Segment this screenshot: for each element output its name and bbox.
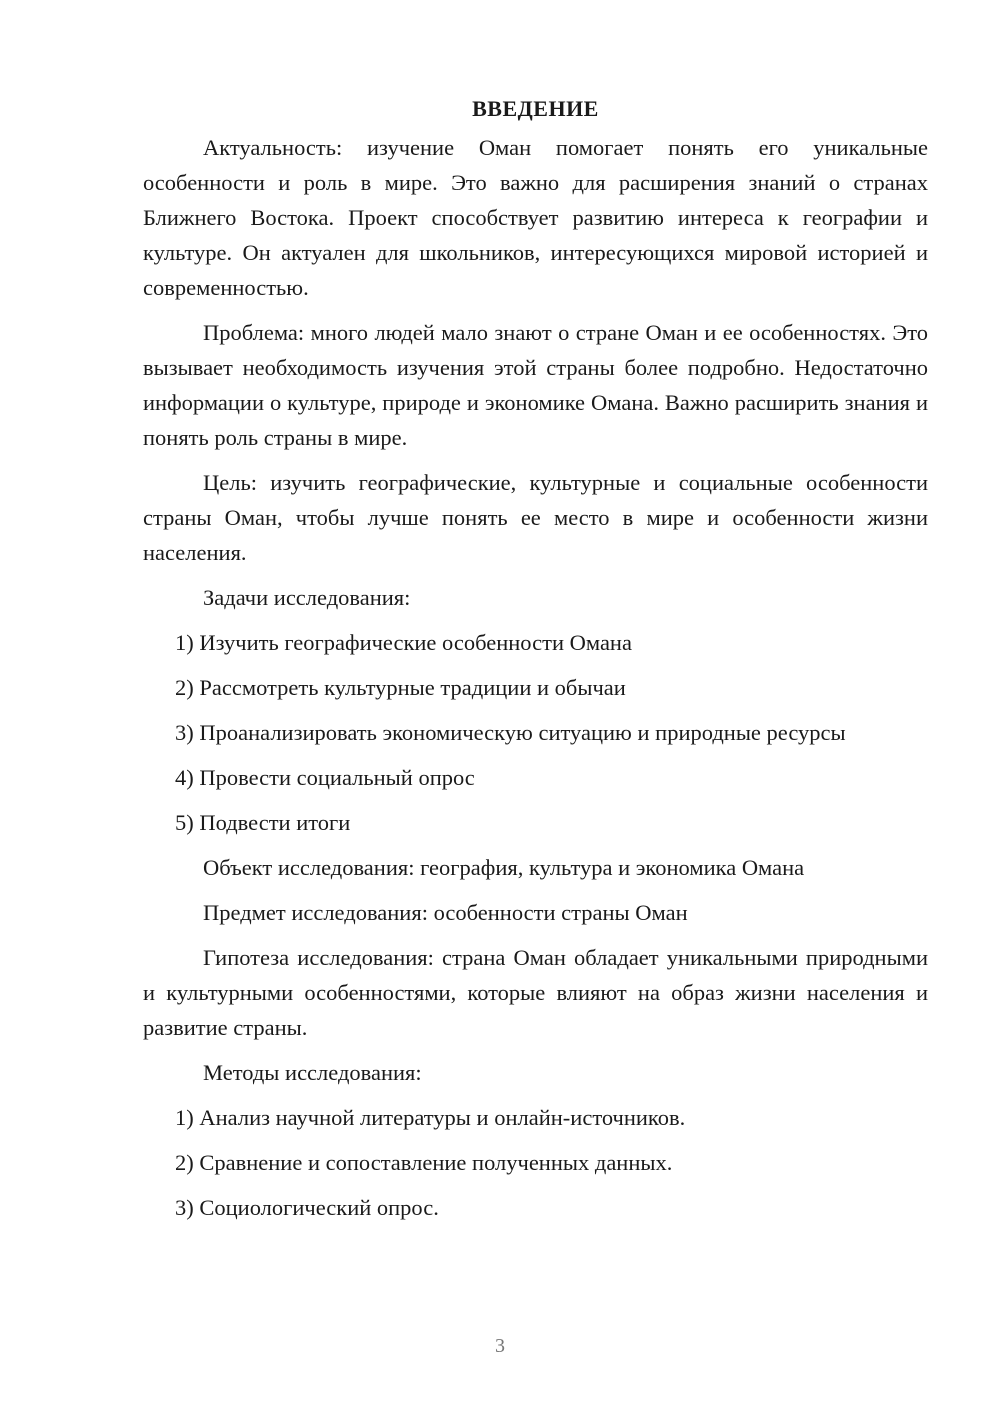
research-object: Объект исследования: география, культура и экономика Омана: [203, 855, 805, 880]
method-item: 1) Анализ научной литературы и онлайн-источников.: [175, 1105, 686, 1130]
task-item: 3) Проанализировать экономическую ситуацию и природные ресурсы: [175, 720, 846, 745]
task-item: 2) Рассмотреть культурные традиции и обычаи: [175, 675, 626, 700]
method-item: 2) Сравнение и сопоставление полученных данных.: [175, 1150, 673, 1175]
page-number: 3: [495, 1335, 505, 1357]
page-title: ВВЕДЕНИЕ: [472, 96, 599, 121]
methods-heading: Методы исследования:: [203, 1060, 422, 1085]
tasks-heading: Задачи исследования:: [203, 585, 411, 610]
paragraph-relevance: Актуальность: изучение Оман помогает понять его уникальные особенности и роль в мире. Это важно для расширения знаний о странах Ближнего Востока. Проект способствует развитию интереса к географии и культуре. Он актуален для школьников, интересующихся мировой историей и современностью.: [143, 135, 928, 300]
paragraph-goal: Цель: изучить географические, культурные и социальные особенности страны Оман, чтобы лучше понять ее место в мире и особенности жизни населения.: [143, 470, 928, 565]
paragraph-hypothesis: Гипотеза исследования: страна Оман обладает уникальными природными и культурными особенностями, которые влияют на образ жизни населения и развитие страны.: [143, 945, 928, 1040]
task-item: 5) Подвести итоги: [175, 810, 351, 835]
paragraph-problem: Проблема: много людей мало знают о стране Оман и ее особенностях. Это вызывает необходимость изучения этой страны более подробно. Недостаточно информации о культуре, природе и экономике Омана. Важно расширить знания и понять роль страны в мире.: [143, 320, 928, 450]
task-item: 4) Провести социальный опрос: [175, 765, 475, 790]
research-subject: Предмет исследования: особенности страны Оман: [203, 900, 688, 925]
task-item: 1) Изучить географические особенности Омана: [175, 630, 632, 655]
method-item: 3) Социологический опрос.: [175, 1195, 439, 1220]
document-page: [143, 94, 928, 1235]
